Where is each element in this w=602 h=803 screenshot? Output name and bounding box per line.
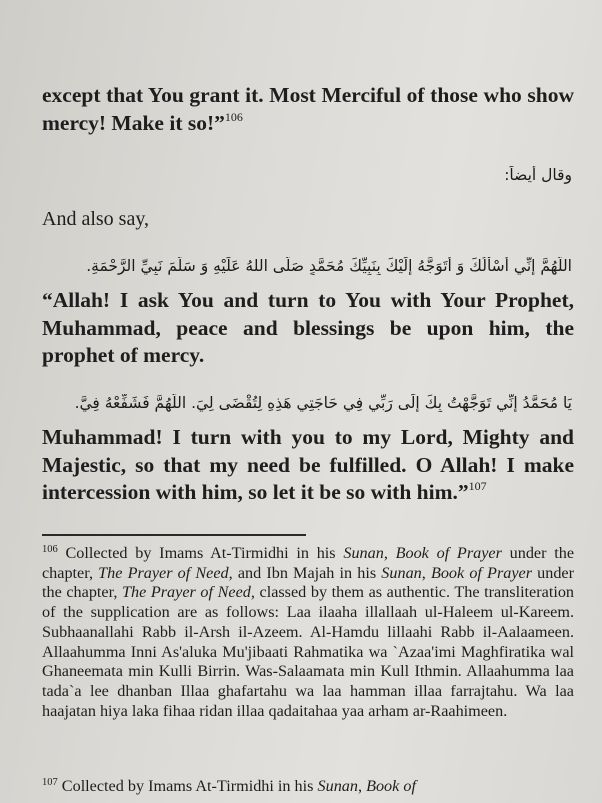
footnote-106-sunan: Sunan xyxy=(381,563,422,582)
translation-text-1: “Allah! I ask You and turn to You with Your Prophet, Muhammad, peace and blessings be upon him, the prophet of mercy. xyxy=(42,288,574,367)
footnote-107-text: Collected by Imams At-Tirmidhi in his xyxy=(57,777,318,795)
footnote-106-comma: , xyxy=(383,544,396,562)
footnote-divider xyxy=(42,534,306,536)
footnote-106-number: 106 xyxy=(42,544,58,555)
translation-paragraph-2 xyxy=(42,424,574,507)
arabic-supplication-2: يَا مُحَمَّدُ إِنِّي تَوَجَّهْتُ بِكَ إِلَى رَبِّي فِي حَاجَتِي هَذِهِ لِتُقْضَى لِيَ. اللَّهُمَّ فَشَفِّعْهُ فِيَّ. xyxy=(74,394,572,412)
footnote-106-text: and Ibn Majah in his xyxy=(232,563,382,582)
arabic-heading: وقال أيضاً: xyxy=(504,166,572,184)
translation-paragraph-1 xyxy=(42,287,574,370)
arabic-supplication-1: اللَّهُمَّ إِنِّي أَسْأَلُكَ وَ أَتَوَجَّهُ إِلَيْكَ بِنَبِيِّكَ مُحَمَّدٍ صَلَّى اللهُ عَلَيْهِ وَ سَلَّمَ نَبِيِّ الرَّحْمَةِ. xyxy=(86,257,572,275)
and-also-line xyxy=(42,208,574,231)
and-also-text: And also say, xyxy=(42,208,150,230)
footnote-ref-107: 107 xyxy=(468,479,487,493)
footnote-106-text: Collected by Imams At-Tirmidhi in his xyxy=(57,544,344,562)
translation-text-2: Muhammad! I turn with you to my Lord, Mighty and Majestic, so that my need be fulfilled. O Allah! I make intercession with him, so let it be so with him.” xyxy=(42,425,574,504)
footnote-106-text: under the chapter, xyxy=(42,544,574,582)
closing-paragraph xyxy=(42,82,574,137)
footnote-106-prayer-of-need: The Prayer of Need, xyxy=(122,583,255,602)
footnote-106-text: under the chapter, xyxy=(42,563,575,602)
footnote-107-sunan: Sunan xyxy=(317,777,358,795)
footnote-107-comma: , xyxy=(357,777,367,795)
footnote-107-book: Book of xyxy=(366,777,416,795)
footnote-ref-106: 106 xyxy=(224,109,243,124)
footnote-106-book-of-prayer: Book of Prayer xyxy=(430,563,533,582)
footnote-106-prayer-of-need: The Prayer of Need, xyxy=(98,563,233,582)
footnote-107-number: 107 xyxy=(42,777,58,788)
footnote-106-sunan: Sunan xyxy=(343,544,384,562)
footnote-106 xyxy=(42,544,574,721)
footnote-106-book-of-prayer: Book of Prayer xyxy=(395,544,502,562)
footnote-106-comma: , xyxy=(421,563,431,582)
footnote-106-text: classed by them as authentic. The transliteration of the supplication are as follows: Laa ilaaha illallaah ul-Haleem ul-Kareem. Subhaanallahi Rabb il-Arsh il-Azeem. Al-Hamdu lillaahi Rabb il-Aalaameen. Allaahumma Inni As'aluka Mu'jibaati Rahmatika wa `Azaa'imi Maghfiratika wal Ghaneemata min Kulli Birrin. Was-Salaamata min Kull Ithmin. Allaahumma laa tada`a lee dhanban Illaa ghafartahu wa laa hamman illaa farrajtahu. Wa laa haajatan hiya laka fihaa ridan illaa qadaitahaa yaa arham ar-Raahimeen. xyxy=(42,583,575,720)
closing-paragraph-text: except that You grant it. Most Merciful of those who show mercy! Make it so!” xyxy=(42,83,574,135)
footnote-107 xyxy=(42,777,574,797)
